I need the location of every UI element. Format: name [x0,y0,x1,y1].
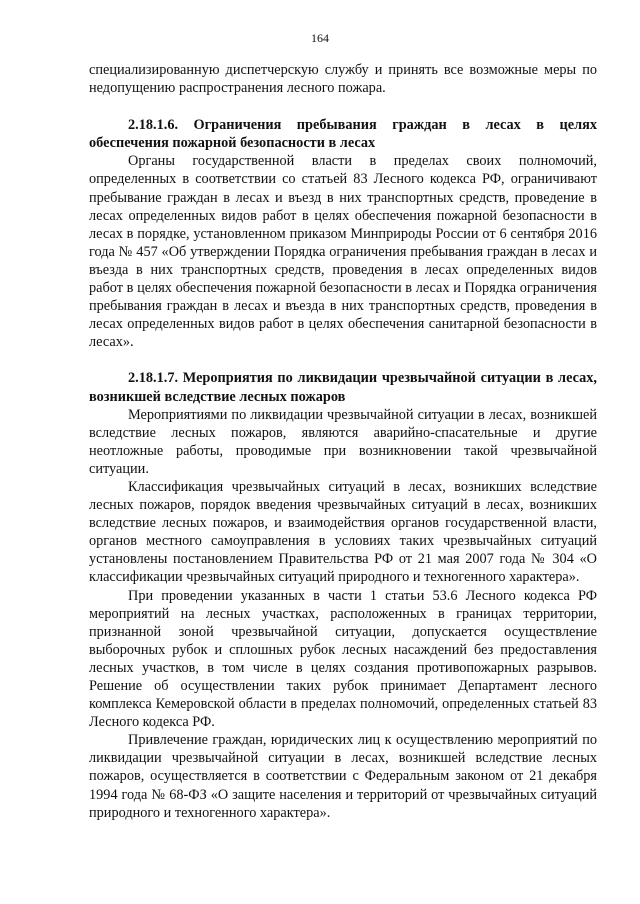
section-spacer [89,351,597,369]
body-paragraph: При проведении указанных в части 1 статьи 53.6 Лесного кодекса РФ мероприятий на лесных участках, расположенных в границах территории, признанной зоной чрезвычайной ситуации, допускается осуществление выборочных рубок и сплошных рубок лесных насаждений без предоставления лесных участков, в том числе в целях создания противопожарных разрывов. Решение об осуществлении таких рубок принимает Департамент лесного комплекса Кемеровской области в пределах полномочий, определенных статьей 83 Лесного кодекса РФ. [89,587,597,731]
section-heading-2-18-1-7: 2.18.1.7. Мероприятия по ликвидации чрезвычайной ситуации в лесах, возникшей вследствие лесных пожаров [89,370,597,405]
page-body [89,61,597,822]
body-paragraph: Мероприятиями по ликвидации чрезвычайной ситуации в лесах, возникшей вследствие лесных пожаров, являются аварийно-спасательные и другие неотложные работы, проводимые при возникновении такой чрезвычайной ситуации. [89,406,597,477]
body-paragraph: Привлечение граждан, юридических лиц к осуществлению мероприятий по ликвидации чрезвычайной ситуации в лесах, возникшей вследствие лесных пожаров, осуществляется в соответствии с Федеральным законом от 21 декабря 1994 года № 68-ФЗ «О защите населения и территорий от чрезвычайных ситуаций природного и техногенного характера». [89,732,597,821]
body-paragraph: Органы государственной власти в пределах своих полномочий, определенных в соответствии со статьей 83 Лесного кодекса РФ, ограничивают пребывание граждан в лесах и въезд в них транспортных средств, проведение в лесах определенных видов работ в целях обеспечения пожарной безопасности в лесах в порядке, установленном приказом Минприроды России от 6 сентября 2016 года № 457 «Об утверждении Порядка ограничения пребывания граждан в лесах и въезда в них транспортных средств, проведения в лесах определенных видов работ в целях обеспечения пожарной безопасности в лесах и Порядка ограничения пребывания граждан в лесах и въезда в них транспортных средств, проведения в лесах определенных видов работ в целях обеспечения санитарной безопасности в лесах». [89,153,597,351]
continued-paragraph: специализированную диспетчерскую службу и принять все возможные меры по недопущению распространения лесного пожара. [89,62,597,97]
section-heading-2-18-1-6: 2.18.1.6. Ограничения пребывания граждан в лесах в целях обеспечения пожарной безопасности в лесах [89,117,597,152]
page-number: 164 [311,31,329,45]
body-paragraph: Классификация чрезвычайных ситуаций в лесах, возникших вследствие лесных пожаров, порядок введения чрезвычайных ситуаций в лесах, возникших вследствие лесных пожаров, и взаимодействия органов государственной власти, органов местного самоуправления в условиях таких чрезвычайных ситуаций установлены постановлением Правительства РФ от 21 мая 2007 года № 304 «О классификации чрезвычайных ситуаций природного и техногенного характера». [89,478,597,586]
section-spacer [89,97,597,116]
